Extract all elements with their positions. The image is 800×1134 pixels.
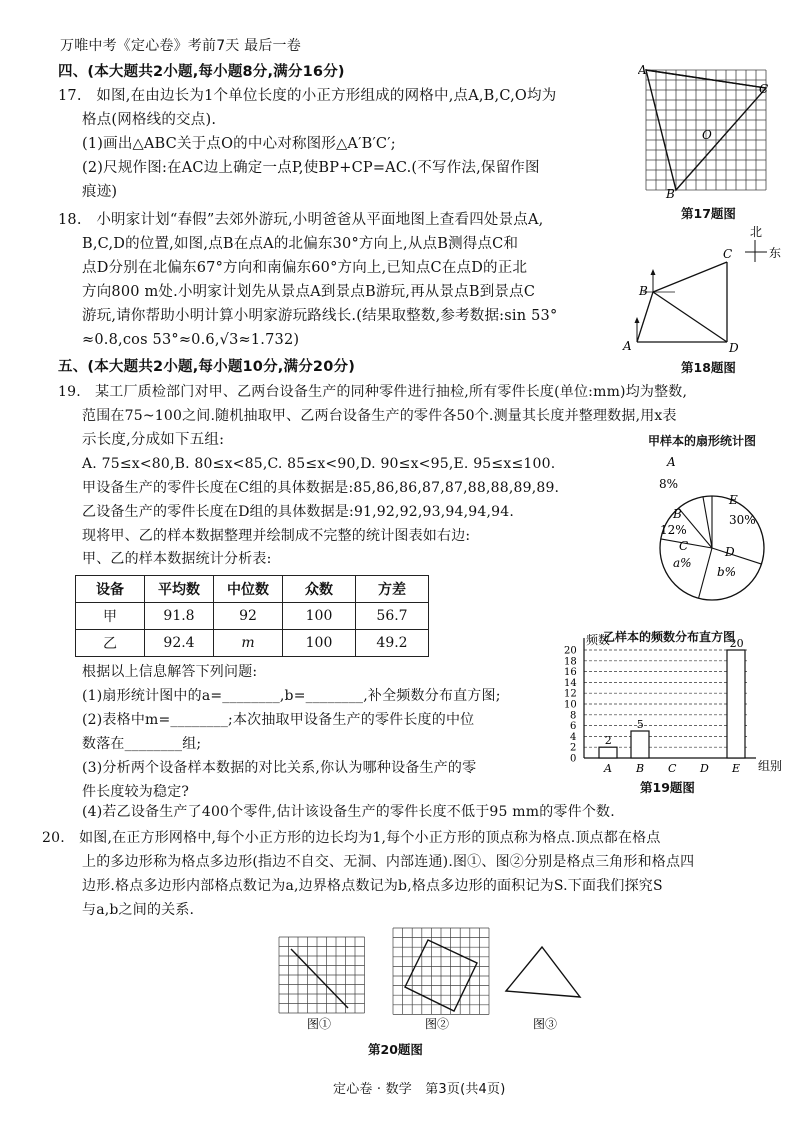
table-header-cell: 众数: [283, 576, 356, 603]
hist-ytick: 6: [570, 721, 577, 733]
hist-bar: [727, 650, 745, 758]
pie-label-C: C: [679, 539, 689, 553]
hist-bar: [599, 747, 617, 758]
q19-p3b: 件长度较为稳定?: [82, 784, 190, 800]
q18-line6: ≈0.8,cos 53°≈0.6,√3≈1.732): [82, 332, 300, 348]
hist-ytick: 16: [564, 667, 577, 679]
table-cell: 乙: [76, 630, 145, 657]
q19-p2: (2)表格中m=________;本次抽取甲设备生产的零件长度的中位: [82, 712, 475, 728]
hist-ytick: 8: [570, 710, 577, 722]
q19-p2b: 数落在________组;: [82, 736, 202, 752]
hist-xlabel: 组别: [758, 759, 783, 773]
q19-line2: 范围在75~100之间.随机抽取甲、乙两台设备生产的零件各50个.测量其长度并整理数据,用x表: [82, 408, 677, 424]
q17-label-B: B: [666, 187, 675, 200]
hist-value-label: 20: [729, 637, 744, 650]
hist-xtick: A: [604, 762, 612, 775]
pie-slice-boundary: [699, 548, 712, 598]
hist-ylabel: 频数: [586, 633, 611, 647]
q19-table-caption: 甲、乙的样本数据统计分析表:: [82, 551, 272, 567]
section5-title: 五、(本大题共2小题,每小题10分,满分20分): [58, 359, 356, 375]
table-cell: 91.8: [145, 603, 214, 630]
q18-line1: 18. 小明家计划“春假”去郊外游玩,小明爸爸从平面地图上查看四处景点A,: [58, 212, 544, 228]
q18-label-A: A: [623, 339, 632, 353]
table-row: [76, 630, 429, 657]
hist-ytick: 4: [570, 731, 577, 743]
pie-label-B: B: [673, 507, 682, 521]
q19-line3: 示长度,分成如下五组:: [82, 432, 225, 448]
q20-line3: 边形.格点多边形内部格点数记为a,边界格点数记为b,格点多边形的面积记为S.下面我们探究S: [82, 878, 663, 894]
q17-line4: (2)尺规作图:在AC边上确定一点P,使BP+CP=AC.(不写作法,保留作图: [82, 160, 540, 176]
q18-label-D: D: [729, 341, 739, 355]
q18-line2: B,C,D的位置,如图,点B在点A的北偏东30°方向上,从点B测得点C和: [82, 236, 519, 252]
q18-label-C: C: [723, 247, 733, 261]
compass-east: 东: [769, 246, 782, 260]
hist-xtick: D: [700, 762, 709, 775]
table-cell: 56.7: [356, 603, 429, 630]
q17-line2: 格点(网格线的交点).: [82, 112, 217, 128]
q18-line4: 方向800 m处.小明家计划先从景点A到景点B游玩,再从景点B到景点C: [82, 284, 536, 300]
page-header: 万唯中考《定心卷》考前7天 最后一卷: [60, 38, 301, 54]
hist-title: 乙样本的频数分布直方图: [603, 630, 736, 644]
q19-groups: A. 75≤x<80,B. 80≤x<85,C. 85≤x<90,D. 90≤x<95,E. 95≤x≤100.: [82, 456, 556, 472]
q17-line3: (1)画出△ABC关于点O的中心对称图形△A′B′C′;: [82, 136, 396, 152]
q18-line5: 游玩,请你帮助小明计算小明家游玩路线长.(结果取整数,参考数据:sin 53°: [82, 308, 558, 324]
table-header-cell: 方差: [356, 576, 429, 603]
compass-north: 北: [750, 225, 763, 239]
hist-ytick: 12: [564, 688, 577, 700]
pie-label-A: A: [667, 455, 676, 469]
table-cell: 92: [214, 603, 283, 630]
table-header-cell: 平均数: [145, 576, 214, 603]
pie-slice-boundary: [712, 548, 761, 564]
q19-jia-c: 甲设备生产的零件长度在C组的具体数据是:85,86,86,87,87,88,88,89,89.: [82, 480, 560, 496]
pie-label-D-pct: b%: [717, 565, 737, 579]
q17-label-C: C: [759, 82, 769, 96]
q20-figure-caption: 第20题图: [368, 1042, 423, 1057]
hist-ytick: 20: [564, 645, 577, 657]
q17-label-A: A: [638, 63, 647, 77]
q19-yi-d: 乙设备生产的零件长度在D组的具体数据是:91,92,92,93,94,94,94.: [82, 504, 514, 520]
pie-label-C-pct: a%: [673, 556, 692, 570]
table-header-cell: 中位数: [214, 576, 283, 603]
pie-title: 甲样本的扇形统计图: [648, 434, 757, 448]
pie-label-E-pct: 30%: [729, 513, 756, 527]
q17-line5: 痕迹): [82, 184, 118, 200]
hist-ytick: 18: [564, 656, 577, 668]
fig3-label: 图③: [533, 1017, 558, 1031]
hist-value-label: 2: [604, 734, 612, 748]
page-footer: 定心卷 · 数学 第3页(共4页): [333, 1082, 506, 1097]
q19-p4: (4)若乙设备生产了400个零件,估计该设备生产的零件长度不低于95 mm的零件个数.: [82, 804, 615, 820]
fig2-label: 图②: [425, 1017, 450, 1031]
table-cell: 甲: [76, 603, 145, 630]
fig1-label: 图①: [307, 1017, 332, 1031]
q18-figure-caption: 第18题图: [681, 360, 736, 375]
q20-figures: [270, 925, 600, 1035]
q19-prompt: 根据以上信息解答下列问题:: [82, 664, 258, 680]
hist-ytick: 10: [564, 699, 577, 711]
jia-pie-chart: [645, 452, 780, 602]
hist-xtick: B: [636, 762, 645, 775]
table-header-row: [76, 576, 429, 603]
stats-table: [75, 575, 429, 657]
table-cell: 92.4: [145, 630, 214, 657]
hist-xtick: E: [732, 762, 741, 775]
hist-ytick: 2: [570, 742, 577, 754]
q18-label-B: B: [639, 284, 648, 298]
q18-figure: [615, 222, 795, 357]
section4-title: 四、(本大题共2小题,每小题8分,满分16分): [58, 64, 345, 80]
pie-label-B-pct: 12%: [660, 523, 687, 537]
table-cell: 100: [283, 630, 356, 657]
q20-line4: 与a,b之间的关系.: [82, 902, 195, 918]
q17-figure-caption: 第17题图: [681, 206, 736, 221]
q20-line1: 20. 如图,在正方形网格中,每个小正方形的边长均为1,每个小正方形的顶点称为格点.顶点都在格点: [42, 830, 661, 846]
q20-line2: 上的多边形称为格点多边形(指边不自交、无洞、内部连通).图①、图②分别是格点三角形和格点四: [82, 854, 695, 870]
q19-p1: (1)扇形统计图中的a=________,b=________,补全频数分布直方图;: [82, 688, 501, 704]
table-cell: m: [214, 630, 283, 657]
q19-figure-caption: 第19题图: [640, 780, 695, 795]
pie-slice-boundary: [703, 497, 712, 548]
q18-line3: 点D分别在北偏东67°方向和南偏东60°方向上,已知点C在点D的正北: [82, 260, 528, 276]
pie-label-A-pct: 8%: [659, 477, 679, 491]
q19-note: 现将甲、乙的样本数据整理并绘制成不完整的统计图表如右边:: [82, 528, 471, 544]
pie-label-D: D: [725, 545, 735, 559]
pie-label-E: E: [729, 493, 738, 507]
table-cell: 100: [283, 603, 356, 630]
hist-ytick: 0: [570, 753, 577, 765]
q17-line1: 17. 如图,在由边长为1个单位长度的小正方形组成的网格中,点A,B,C,O均为: [58, 88, 557, 104]
table-header-cell: 设备: [76, 576, 145, 603]
hist-xtick: C: [668, 762, 677, 775]
table-cell: 49.2: [356, 630, 429, 657]
q17-label-O: O: [702, 128, 712, 142]
yi-histogram: [560, 630, 792, 778]
hist-ytick: 14: [564, 677, 577, 689]
table-row: [76, 603, 429, 630]
q19-line1: 19. 某工厂质检部门对甲、乙两台设备生产的同种零件进行抽检,所有零件长度(单位:mm)均为整数,: [58, 384, 688, 400]
q17-grid-figure: [638, 60, 778, 200]
hist-value-label: 5: [636, 718, 644, 731]
q19-p3: (3)分析两个设备样本数据的对比关系,你认为哪种设备生产的零: [82, 760, 477, 776]
hist-bar: [631, 731, 649, 758]
